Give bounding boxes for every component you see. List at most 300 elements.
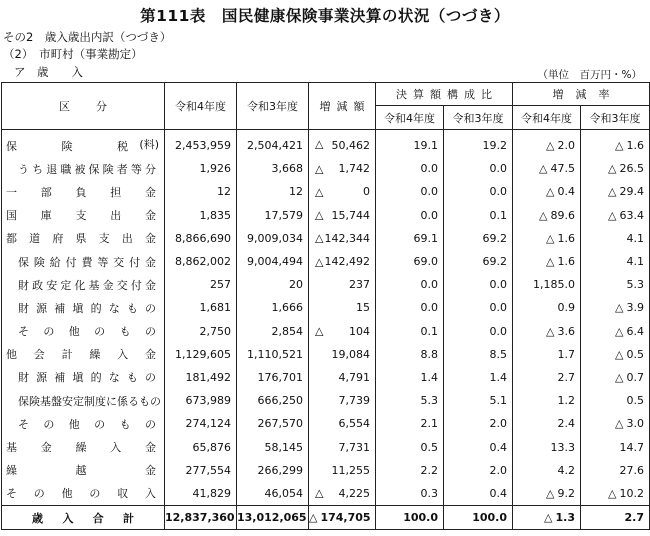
label-char: 退 [46,162,58,176]
cell-rate-r3 [581,250,650,273]
cell-comp-r3 [444,227,513,250]
label-char: 源 [36,371,48,385]
cell-rate-r4 [513,343,581,366]
cell-change-value: 104 [349,324,370,338]
table-row [2,273,650,296]
cell-r3-value: 1,110,521 [247,347,303,361]
cell-r4 [165,343,237,366]
row-label [2,389,165,412]
cell-comp-r3 [444,366,513,389]
label-char: 的 [90,301,102,315]
cell-comp-r3 [444,180,513,203]
cell-comp-r3 [444,130,513,158]
label-char: 入 [110,441,122,455]
cell-comp-r3-value: 0.0 [489,162,507,176]
label-char: も [119,325,131,339]
cell-comp-r3 [444,250,513,273]
label-char: 度 [95,394,106,408]
cell-r3 [237,412,309,435]
negative-mark: △ [615,139,624,153]
negative-mark: △ [546,231,555,245]
label-char: 化 [74,278,86,292]
label-char: な [108,371,120,385]
cell-rate-r3-value: 0.7 [626,370,644,384]
table-row [2,204,650,227]
cell-rate-r4 [513,366,581,389]
label-char: 庫 [40,209,52,223]
cell-rate-r3-value: 0.5 [626,394,644,408]
cell-comp-r4 [376,180,444,203]
cell-rate-r3 [581,296,650,319]
cell-r3-value: 176,701 [257,370,303,384]
label-char: 補 [54,301,66,315]
header-rate: 増減率 [513,83,650,106]
cell-rate-r3-value: 1.6 [626,139,644,153]
table-row [2,320,650,343]
label-char: そ [18,417,29,431]
cell-r3 [237,482,309,506]
cell-r4 [165,204,237,227]
label-char: 金 [145,464,156,478]
cell-r4 [165,506,237,530]
cell-change-value: 237 [349,278,370,292]
cell-r3 [237,250,309,273]
label-char: 者 [116,162,128,176]
label-char: 塡 [72,371,84,385]
cell-rate-r3-value: 14.7 [619,440,644,454]
label-char: 出 [121,232,133,246]
label-char: 入 [144,487,156,501]
cell-change [309,227,376,250]
cell-rate-r3 [581,482,650,506]
cell-comp-r3 [444,273,513,296]
cell-change-value: 0 [363,185,370,199]
label-char: そ [18,325,29,339]
cell-rate-r3 [581,435,650,458]
label-char: 道 [29,232,41,246]
cell-rate-r4 [513,435,581,458]
cell-rate-r4-value: 2.0 [557,139,575,153]
cell-rate-r3-value: 4.1 [626,231,644,245]
cell-rate-r4-value: 1.6 [557,231,575,245]
cell-change-value: 15,744 [331,208,370,222]
cell-rate-r3-value: 0.5 [626,347,644,361]
cell-comp-r3-value: 0.0 [489,301,507,315]
cell-r4-value: 12,837,360 [165,511,235,525]
cell-rate-r4 [513,389,581,412]
label-char: 分 [144,162,156,176]
cell-comp-r3 [444,412,513,435]
cell-rate-r3-value: 2.7 [624,511,644,525]
cell-r4-value: 277,554 [185,463,231,477]
cell-rate-r4-value: 1,185.0 [533,278,575,292]
label-char: も [139,394,150,408]
header-rate-r4: 令和4年度 [513,106,581,130]
cell-r3-value: 9,004,494 [247,255,303,269]
label-char: ち [32,162,44,176]
negative-mark: △ [608,162,617,176]
table-row [2,482,650,506]
label-char: 安 [62,394,73,408]
cell-r3 [237,389,309,412]
cell-rate-r4 [513,506,581,530]
cell-r4 [165,389,237,412]
cell-rate-r3-value: 6.4 [626,324,644,338]
negative-mark: △ [315,255,324,269]
cell-rate-r4-value: 3.6 [557,324,575,338]
label-char: 等 [97,255,109,269]
cell-comp-r4 [376,366,444,389]
label-char: 基 [6,441,17,455]
label-char: 源 [36,301,48,315]
cell-r3-value: 46,054 [264,486,303,500]
table-row [2,250,650,273]
cell-comp-r3-value: 0.4 [489,440,507,454]
label-char: 費 [81,255,93,269]
label-char: 基 [40,394,51,408]
cell-r4 [165,227,237,250]
label-char: 税 [117,139,128,153]
row-label [2,204,165,227]
cell-rate-r4 [513,459,581,482]
cell-r4 [165,296,237,319]
cell-comp-r3 [444,459,513,482]
cell-comp-r3 [444,320,513,343]
row-label [2,250,165,273]
label-char: の [43,325,55,339]
cell-r3 [237,366,309,389]
cell-r4-value: 1,129,605 [175,347,231,361]
negative-mark: △ [539,162,548,176]
cell-rate-r3 [581,227,650,250]
cell-rate-r3 [581,366,650,389]
label-char: 支 [98,232,110,246]
cell-comp-r4-value: 69.0 [413,255,438,269]
cell-rate-r4 [513,157,581,180]
cell-r4 [165,459,237,482]
cell-change-value: 7,739 [338,394,370,408]
label-char: 定 [60,278,72,292]
negative-mark: △ [315,162,324,176]
table-row [2,366,650,389]
label-char: 険 [29,394,40,408]
cell-change [309,343,376,366]
label-char: 合 [92,511,104,525]
row-label [2,273,165,296]
cell-r4 [165,273,237,296]
header-composition: 決算額構成比 [376,83,513,106]
cell-comp-r4-value: 19.1 [413,139,438,153]
cell-r3 [237,227,309,250]
cell-comp-r3 [444,435,513,458]
cell-rate-r4-value: 2.4 [557,417,575,431]
cell-r3-value: 2,854 [271,324,303,338]
header-composition-r3: 令和3年度 [444,106,513,130]
cell-rate-r3-value: 3.9 [626,301,644,315]
cell-r3 [237,435,309,458]
label-char: 塡 [72,301,84,315]
table-row [2,227,650,250]
cell-rate-r3 [581,130,650,158]
cell-r4-value: 257 [210,278,231,292]
cell-r3 [237,343,309,366]
cell-r3 [237,320,309,343]
cell-comp-r3-value: 0.0 [489,324,507,338]
cell-comp-r4-value: 5.3 [420,394,438,408]
label-char: の [144,301,156,315]
header-r3: 令和3年度 [237,83,309,130]
cell-rate-r3 [581,157,650,180]
cell-rate-r4-value: 0.9 [557,301,575,315]
header-change: 増減額 [309,83,376,130]
cell-comp-r3-value: 5.1 [489,394,507,408]
cell-rate-r4 [513,130,581,158]
cell-comp-r3 [444,343,513,366]
header-r4: 令和4年度 [165,83,237,130]
label-char: 等 [130,162,142,176]
cell-comp-r4-value: 2.1 [420,417,438,431]
cell-r3 [237,180,309,203]
label-char: 出 [110,209,122,223]
negative-mark: △ [315,231,324,245]
label-char: 保 [6,139,17,153]
label-char: に [106,394,117,408]
label-char: 政 [32,278,44,292]
negative-mark: △ [615,347,624,361]
row-label [2,320,165,343]
label-char: 入 [62,511,74,525]
label-char: 国 [6,209,17,223]
negative-mark: △ [608,486,617,500]
cell-rate-r3 [581,389,650,412]
cell-comp-r4 [376,482,444,506]
table-row [2,389,650,412]
header-composition-r4: 令和4年度 [376,106,444,130]
label-char: 金 [145,209,156,223]
cell-change [309,204,376,227]
cell-comp-r4-value: 0.0 [420,301,438,315]
table-row [2,343,650,366]
cell-rate-r4-value: 1.2 [557,394,575,408]
cell-change-value: 174,705 [320,511,371,525]
label-char: 繰 [75,441,87,455]
table-body [2,130,650,530]
negative-mark: △ [315,324,324,338]
cell-r3 [237,273,309,296]
cell-rate-r4 [513,180,581,203]
header-rate-r3: 令和3年度 [581,106,650,130]
cell-comp-r3 [444,204,513,227]
cell-comp-r3-value: 0.0 [489,278,507,292]
cell-r3-value: 3,668 [271,162,303,176]
label-char: 財 [18,301,29,315]
cell-comp-r4 [376,296,444,319]
label-char: の [43,417,55,431]
cell-rate-r4-value: 1.6 [557,255,575,269]
cell-comp-r4-value: 0.1 [420,324,438,338]
label-char: る [128,394,139,408]
cell-r3 [237,296,309,319]
label-char: 金 [145,185,156,199]
cell-change [309,180,376,203]
cell-r4 [165,180,237,203]
cell-rate-r4 [513,320,581,343]
cell-comp-r3 [444,506,513,530]
cell-change-value: 142,344 [324,231,370,245]
cell-rate-r3-value: 5.3 [626,278,644,292]
label-char: 安 [46,278,58,292]
cell-r4 [165,366,237,389]
cell-comp-r3 [444,389,513,412]
cell-r4 [165,412,237,435]
label-char: 保 [18,394,29,408]
label-char: 府 [52,232,64,246]
cell-rate-r3-value: 26.5 [619,162,644,176]
negative-mark: △ [546,139,555,153]
negative-mark: △ [539,208,548,222]
table-row [2,459,650,482]
cell-change-value: 6,554 [338,417,370,431]
table-row [2,412,650,435]
row-label [2,412,165,435]
label-char: 他 [6,348,17,362]
cell-change-value: 1,742 [338,162,370,176]
cell-rate-r4-value: 47.5 [550,162,575,176]
negative-mark: △ [615,301,624,315]
cell-r3-value: 666,250 [257,394,303,408]
cell-change [309,506,376,530]
cell-change [309,366,376,389]
cell-change [309,157,376,180]
cell-r3-value: 267,570 [257,417,303,431]
label-char: そ [6,487,17,501]
row-label [2,343,165,366]
cell-change-value: 19,084 [331,347,370,361]
cell-r4-value: 673,989 [185,394,231,408]
cell-r4-value: 1,681 [199,301,231,315]
cell-r3-value: 20 [289,278,303,292]
cell-r4-value: 12 [217,185,231,199]
cell-r4-value: 41,829 [192,486,231,500]
label-char: 担 [110,185,122,199]
cell-rate-r3-value: 3.0 [626,417,644,431]
label-char: も [119,417,131,431]
negative-mark: △ [315,185,324,199]
cell-r3-value: 1,666 [271,301,303,315]
label-char: 金 [144,232,156,246]
cell-r3-value: 9,009,034 [247,231,303,245]
subtitle-section: （2） 市町村（事業勘定） [3,47,143,61]
negative-mark: △ [544,511,553,525]
negative-mark: △ [615,417,624,431]
cell-change-value: 50,462 [331,139,370,153]
label-char: の [144,371,156,385]
negative-mark: △ [615,370,624,384]
cell-change [309,250,376,273]
cell-r3-value: 2,504,421 [247,139,303,153]
cell-comp-r3-value: 2.0 [489,463,507,477]
cell-change-value: 4,791 [338,370,370,384]
cell-comp-r4 [376,204,444,227]
cell-r4 [165,435,237,458]
label-char: 他 [68,417,80,431]
negative-mark: △ [309,511,318,525]
label-char: 繰 [6,464,17,478]
label-char: 都 [6,232,17,246]
cell-rate-r4 [513,482,581,506]
cell-change-value: 11,255 [331,463,370,477]
negative-mark: △ [315,137,324,151]
unit-note: （単位 百万円・%） [537,69,642,81]
label-char: の [89,487,101,501]
label-char: の [94,417,106,431]
label-char: 財 [18,371,29,385]
cell-comp-r3-value: 69.2 [482,255,507,269]
cell-r4 [165,157,237,180]
cell-comp-r3-value: 0.1 [489,208,507,222]
cell-comp-r4-value: 0.0 [420,185,438,199]
cell-r4-value: 1,926 [199,162,231,176]
table-row [2,130,650,158]
label-char: 制 [84,394,95,408]
cell-r4 [165,250,237,273]
label-char: 他 [68,325,80,339]
label-char: 基 [88,278,100,292]
label-char: 越 [75,464,87,478]
cell-r4-value: 65,876 [192,440,231,454]
cell-rate-r3-value: 29.4 [619,185,644,199]
cell-rate-r4-value: 9.2 [557,486,575,500]
negative-mark: △ [608,185,617,199]
row-label [2,296,165,319]
cell-change [309,435,376,458]
label-char: 繰 [89,348,101,362]
table-row [2,296,650,319]
cell-r3-value: 13,012,065 [237,511,307,525]
cell-r3 [237,459,309,482]
cell-change-value: 15 [356,301,370,315]
table-row [2,157,650,180]
cell-rate-r4-value: 1.3 [555,511,575,525]
cell-comp-r4 [376,250,444,273]
cell-comp-r4-value: 0.0 [420,208,438,222]
label-char: 盤 [51,394,62,408]
label-char: 険 [61,139,73,153]
label-char: 歳 [32,511,43,525]
label-char: な [108,301,120,315]
label-char: も [126,301,138,315]
label-char: 険 [33,255,45,269]
cell-comp-r4-value: 0.0 [420,278,438,292]
cell-rate-r3 [581,180,650,203]
cell-rate-r3 [581,343,650,366]
cell-rate-r4 [513,227,581,250]
cell-rate-r4-value: 1.7 [557,347,575,361]
row-label [2,506,165,530]
cell-r3 [237,130,309,158]
label-char: 付 [130,278,142,292]
cell-comp-r3 [444,296,513,319]
label-char: 収 [117,487,129,501]
negative-mark: △ [608,208,617,222]
cell-r4-value: 274,124 [185,417,231,431]
row-label [2,459,165,482]
cell-r3 [237,157,309,180]
label-char: 定 [73,394,84,408]
cell-r4-value: 2,750 [199,324,231,338]
label-char: 入 [117,348,129,362]
row-label [2,130,165,158]
